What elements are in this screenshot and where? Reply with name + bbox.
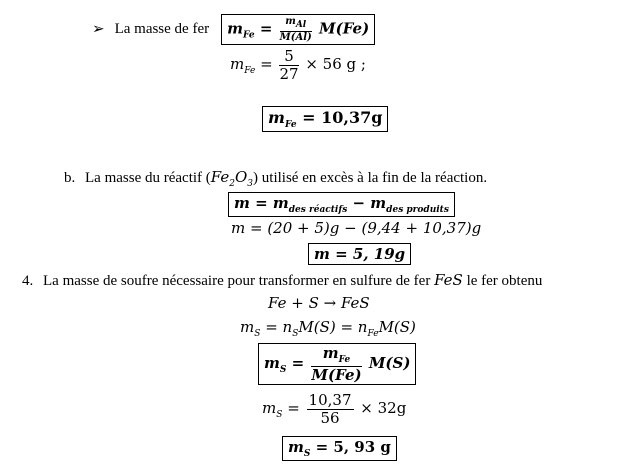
box-minus: − m — [347, 194, 387, 212]
frac-num-sub: Al — [295, 20, 307, 30]
part-4-text: La masse de soufre nécessaire pour transformer en sulfure de fer — [43, 273, 431, 289]
eq1-ms: m — [240, 318, 255, 336]
iron-mass-result-box — [262, 106, 388, 132]
part-b-heading — [64, 168, 487, 189]
part-b-formula-box — [228, 192, 455, 217]
formula-o: O — [234, 168, 248, 186]
reaction-equation: Fe + S → FeS — [268, 294, 370, 312]
box-m: m = m — [234, 194, 289, 212]
eq1-m-s: M(S) = n — [298, 318, 368, 336]
part-b-text-after: ) utilisé en excès à la fin de la réaction. — [253, 170, 488, 186]
calc-frac-den: 27 — [279, 64, 299, 83]
box-fraction — [311, 345, 361, 383]
box-lhs-m: m — [264, 354, 280, 373]
box-eq: = — [291, 354, 305, 373]
part-b-result — [308, 243, 411, 265]
sulfur-mass-calc: $m_S$ = $\frac{10,37}{56}$ × 32g — [262, 391, 407, 427]
sulfur-mass-formula — [258, 343, 416, 385]
box-frac-num-m: m — [322, 344, 339, 362]
result-sub: Fe — [284, 120, 297, 131]
formula-m: m — [227, 19, 243, 38]
part-b-result-box: m = 5, 19g — [308, 243, 411, 265]
iron-mass-result — [262, 106, 388, 132]
iron-mass-formula-box — [221, 14, 375, 45]
iron-mass-label: La masse de fer — [114, 21, 210, 38]
s-calc-frac-num: 10,37 — [308, 391, 352, 409]
calc-rhs: × 56 g ; — [305, 55, 366, 73]
frac-num-m: m — [285, 16, 296, 27]
box-lhs-sub: S — [279, 365, 287, 376]
eq1-end: M(S) — [378, 318, 416, 336]
result-m: m — [268, 108, 285, 127]
eq1-ns-sub: S — [292, 329, 299, 339]
calc-lhs-m: m — [230, 55, 245, 73]
bullet-arrow: ➢ — [92, 21, 105, 38]
box-frac-den: M(Fe) — [311, 365, 362, 384]
part-4-label: 4. — [22, 273, 34, 289]
s-calc-lhs-sub: S — [276, 410, 283, 420]
iron-mass-heading — [92, 14, 375, 45]
formula-2: 2 — [229, 179, 235, 189]
eq1-nfe-sub: Fe — [367, 329, 379, 339]
part-4-text-end: le fer obtenu — [466, 273, 543, 289]
calc-lhs-sub: Fe — [244, 66, 256, 76]
formula-3: 3 — [247, 179, 254, 189]
box-frac-num-sub: Fe — [338, 355, 351, 365]
box-rhs: M(S) — [368, 354, 411, 373]
part-b-formula — [228, 192, 455, 217]
part-b-text-before: La masse du réactif ( — [85, 170, 211, 186]
eq1-ms-sub: S — [254, 329, 261, 339]
formula-fe: Fe — [210, 168, 230, 186]
calc-frac-num: 5 — [279, 48, 298, 66]
sulfur-mass-result-box — [282, 436, 397, 461]
s-calc-fraction — [307, 392, 354, 426]
s-result-value: = 5, 93 g — [315, 438, 391, 456]
box-sub1: des réactifs — [288, 205, 348, 215]
formula-rhs: M(Fe) — [319, 19, 370, 38]
s-calc-frac-den: 56 — [320, 408, 340, 427]
part-4-species: FeS — [434, 271, 463, 289]
s-result-sub: S — [303, 449, 311, 459]
part-4-heading — [22, 271, 542, 290]
formula-sub: Fe — [243, 30, 255, 41]
s-result-m: m — [288, 438, 304, 456]
result-value: = 10,37g — [302, 108, 383, 127]
s-calc-lhs-m: m — [262, 399, 277, 417]
box-sub2: des produits — [386, 205, 449, 215]
sulfur-mass-formula-box — [258, 343, 416, 385]
sulfur-mass-result — [282, 436, 397, 461]
sulfur-mass-relation — [240, 318, 416, 339]
eq1-mid: = n — [265, 318, 293, 336]
calc-fraction — [279, 48, 298, 82]
formula-eq: = — [259, 19, 273, 38]
frac-den: M(Al) — [279, 31, 312, 43]
iron-mass-calc: $m_{Fe}$ = $\frac{5}{27}$ × 56 g ; — [230, 47, 366, 83]
part-b-label: b. — [64, 170, 76, 186]
formula-fraction — [280, 16, 312, 43]
part-b-calc: m = (20 + 5)g − (9,44 + 10,37)g — [231, 219, 482, 237]
s-calc-rhs: × 32g — [360, 399, 407, 417]
